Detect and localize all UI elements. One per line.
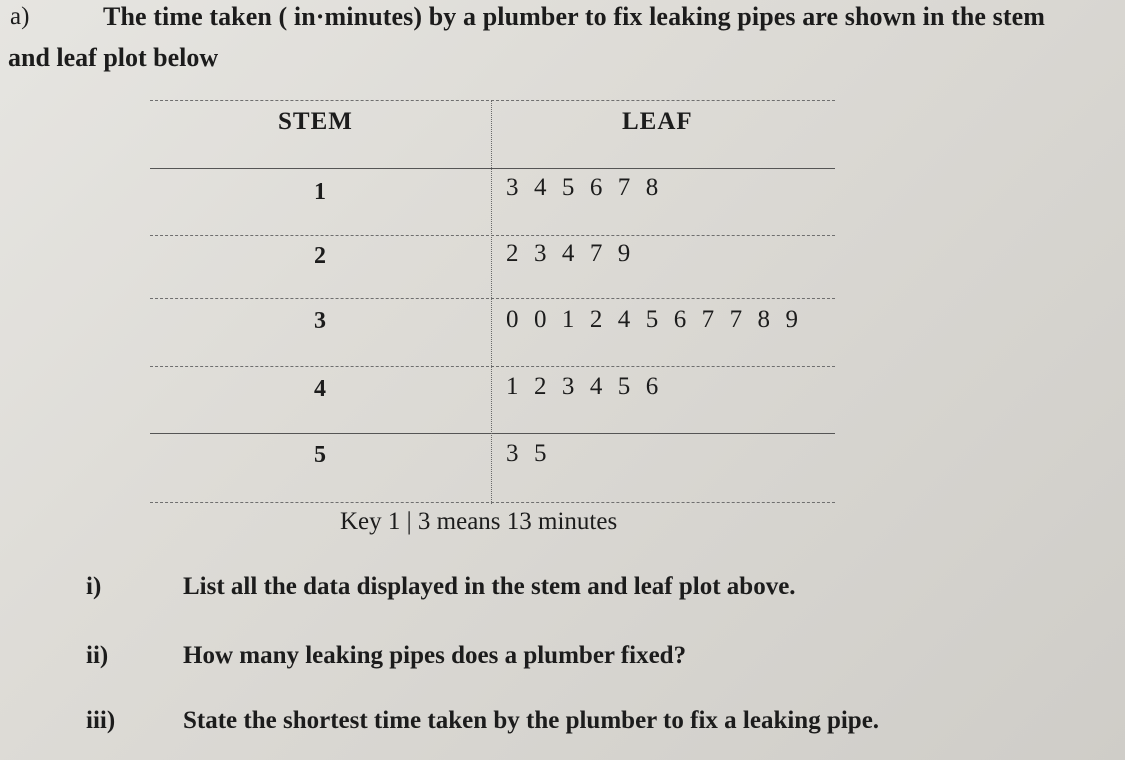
stem-cell: 4 <box>314 376 326 402</box>
row-divider <box>150 433 835 434</box>
question-number: iii) <box>86 707 116 734</box>
stem-header: STEM <box>278 108 353 135</box>
leaf-cell: 2 3 4 7 9 <box>506 240 635 267</box>
leaf-cell: 3 4 5 6 7 8 <box>506 174 663 201</box>
stem-leaf-table <box>150 100 835 504</box>
table-bottom-rule <box>150 502 835 503</box>
stem-cell: 3 <box>314 308 326 334</box>
leaf-cell: 3 5 <box>506 440 552 467</box>
question-number: i) <box>86 573 102 600</box>
question-text: State the shortest time taken by the plumber to fix a leaking pipe. <box>183 707 880 734</box>
leaf-cell: 0 0 1 2 4 5 6 7 7 8 9 <box>506 306 803 333</box>
plot-key: Key 1 | 3 means 13 minutes <box>340 508 618 535</box>
leaf-cell: 1 2 3 4 5 6 <box>506 373 663 400</box>
stem-cell: 5 <box>314 442 326 468</box>
column-divider <box>491 100 492 504</box>
intro-text-line1: The time taken ( in·minutes) by a plumber to fix leaking pipes are shown in the stem <box>103 2 1046 31</box>
question-text: List all the data displayed in the stem and leaf plot above. <box>183 573 796 600</box>
leaf-header: LEAF <box>622 108 693 135</box>
question-number: ii) <box>86 642 109 669</box>
stem-cell: 1 <box>314 179 326 205</box>
stem-cell: 2 <box>314 243 326 269</box>
header-rule <box>150 168 835 169</box>
table-top-rule <box>150 100 835 101</box>
intro-text-line2: and leaf plot below <box>8 43 219 72</box>
row-divider <box>150 298 835 299</box>
row-divider <box>150 235 835 236</box>
row-divider <box>150 366 835 367</box>
question-text: How many leaking pipes does a plumber fixed? <box>183 642 687 669</box>
question-label: a) <box>10 3 30 30</box>
